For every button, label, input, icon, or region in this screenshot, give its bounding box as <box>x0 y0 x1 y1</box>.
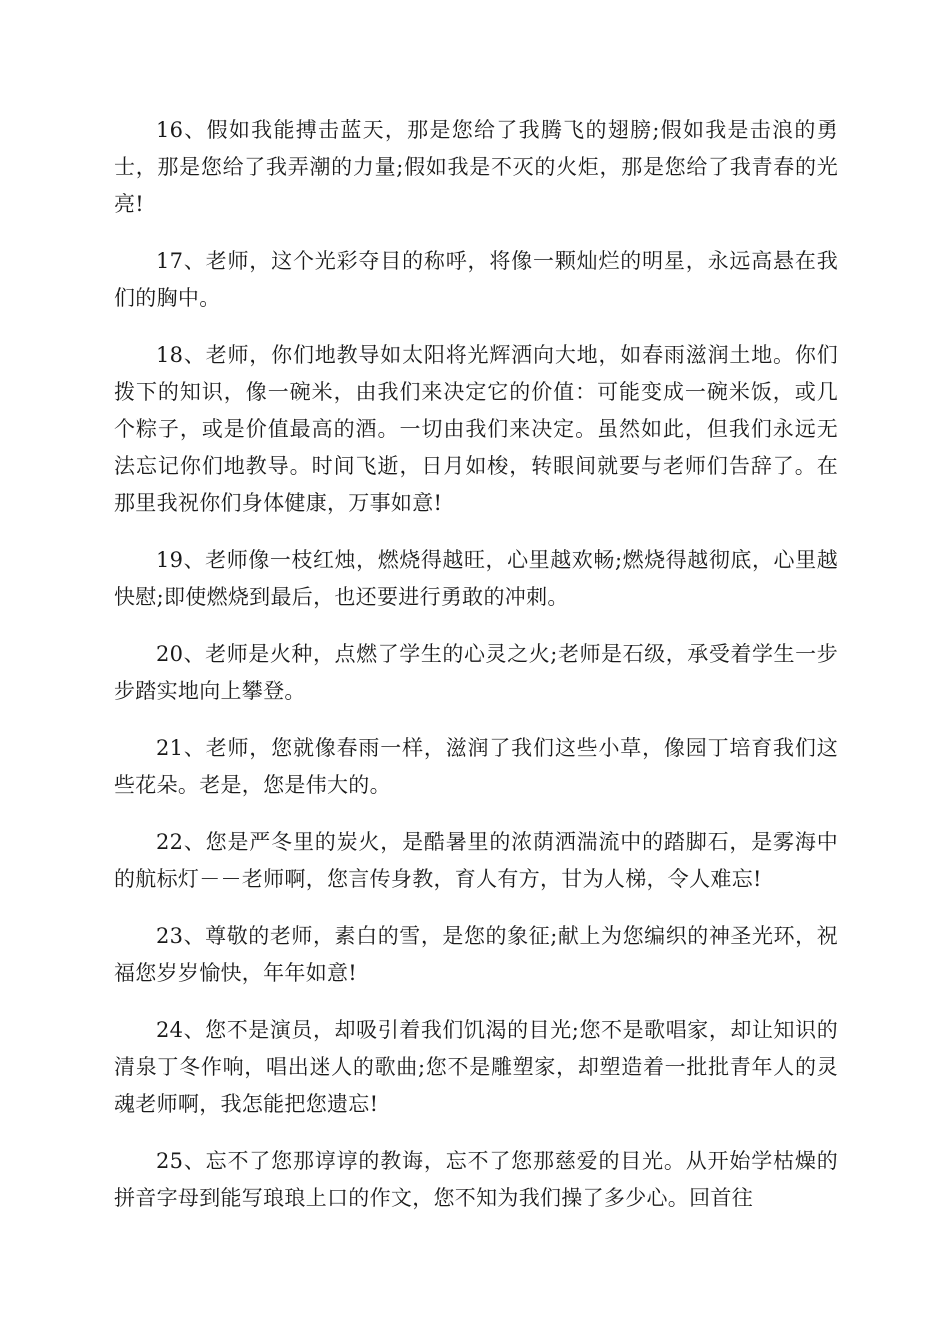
paragraph-24: 24、您不是演员，却吸引着我们饥渴的目光;您不是歌唱家，却让知识的清泉丁冬作响，唱出迷人的歌曲;您不是雕塑家，却塑造着一批批青年人的灵魂老师啊，我怎能把您遗忘! <box>114 1018 838 1116</box>
paragraph-19: 19、老师像一枝红烛，燃烧得越旺，心里越欢畅;燃烧得越彻底，心里越快慰;即使燃烧到最后，也还要进行勇敢的冲刺。 <box>114 548 838 609</box>
paragraph-25: 25、忘不了您那谆谆的教诲，忘不了您那慈爱的目光。从开始学枯燥的拼音字母到能写琅琅上口的作文，您不知为我们操了多少心。回首往 <box>114 1149 838 1210</box>
paragraph-22: 22、您是严冬里的炭火，是酷暑里的浓荫洒湍流中的踏脚石，是雾海中的航标灯－－老师啊，您言传身教，育人有方，甘为人梯，令人难忘! <box>114 830 838 891</box>
paragraph-16: 16、假如我能搏击蓝天，那是您给了我腾飞的翅膀;假如我是击浪的勇士，那是您给了我弄潮的力量;假如我是不灭的火炬，那是您给了我青春的光亮! <box>114 118 838 216</box>
paragraph-18: 18、老师，你们地教导如太阳将光辉洒向大地，如春雨滋润土地。你们拨下的知识，像一碗米，由我们来决定它的价值：可能变成一碗米饭，或几个粽子，或是价值最高的酒。一切由我们来决定。虽然如此，但我们永远无法忘记你们地教导。时间飞逝，日月如梭，转眼间就要与老师们告辞了。在那里我祝你们身体健康，万事如意! <box>114 343 838 515</box>
paragraph-20: 20、老师是火种，点燃了学生的心灵之火;老师是石级，承受着学生一步步踏实地向上攀登。 <box>114 642 838 703</box>
paragraph-21: 21、老师，您就像春雨一样，滋润了我们这些小草，像园丁培育我们这些花朵。老是，您是伟大的。 <box>114 736 838 797</box>
paragraph-23: 23、尊敬的老师，素白的雪，是您的象征;献上为您编织的神圣光环，祝福您岁岁愉快，年年如意! <box>114 924 838 985</box>
document-body <box>114 112 838 1237</box>
paragraph-17: 17、老师，这个光彩夺目的称呼，将像一颗灿烂的明星，永远高悬在我们的胸中。 <box>114 249 838 310</box>
